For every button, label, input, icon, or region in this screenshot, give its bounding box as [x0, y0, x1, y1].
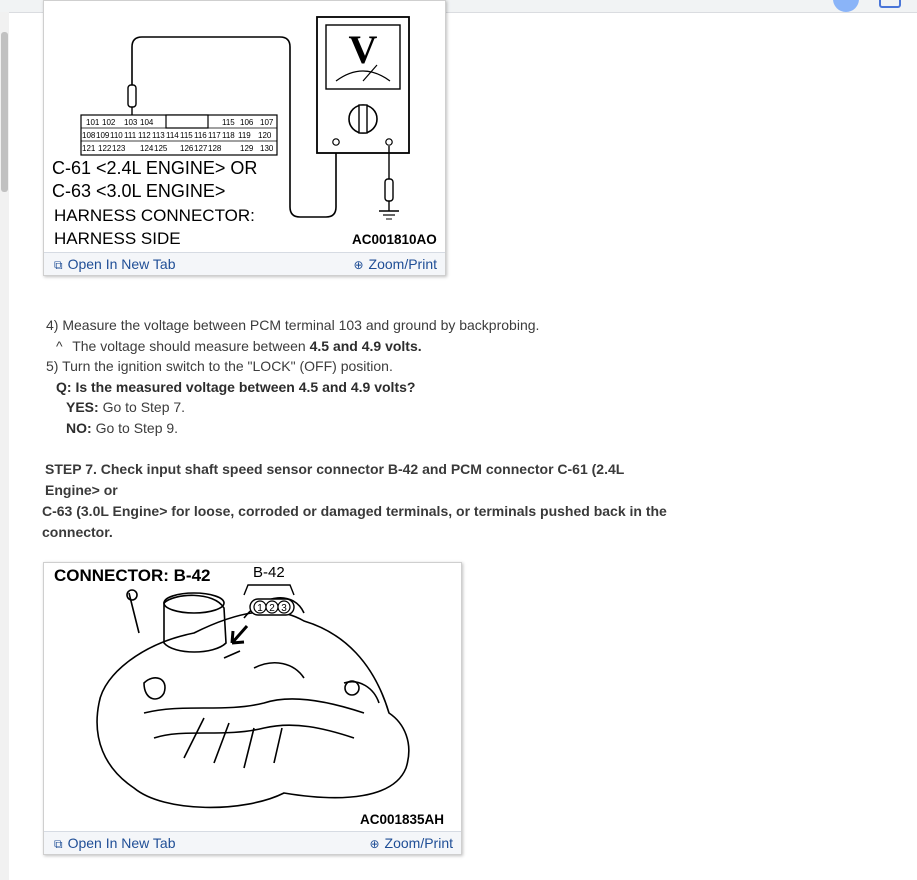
connector-pin-number: 115: [180, 131, 193, 140]
zoom-print-label: Zoom/Print: [384, 835, 453, 851]
engine-outline: [97, 590, 409, 807]
no-text: Go to Step 9.: [95, 419, 179, 436]
figure1-label-line-1: C-61 <2.4L ENGINE> OR: [52, 158, 258, 178]
pin-2: 2: [269, 603, 275, 614]
connector-pin-number: 124: [140, 144, 154, 153]
connector-pin-number: 126: [180, 144, 194, 153]
connector-pin-number: 119: [238, 131, 251, 140]
pin-1: 1: [257, 603, 263, 614]
engine-illustration: [44, 563, 461, 831]
scrollbar-thumb[interactable]: [1, 32, 8, 192]
figure2-connector-label: B-42: [253, 564, 285, 581]
zoom-in-icon: ⊕: [369, 837, 380, 851]
open-external-icon: ⧉: [54, 258, 63, 272]
figure-voltmeter-diagram: [43, 0, 446, 276]
connector-pin-number: 106: [240, 118, 254, 127]
answer-yes: [42, 397, 539, 418]
step-4: 4) Measure the voltage between PCM terminal 103 and ground by backprobing.: [46, 317, 540, 333]
step-5: 5) Turn the ignition switch to the "LOCK" (OFF) position.: [46, 358, 393, 375]
connector-pin-number: 127: [194, 144, 208, 153]
connector-pin-number: 102: [102, 118, 116, 127]
connector-pin-number: 118: [222, 131, 235, 140]
connector-pin-number: 125: [154, 144, 168, 153]
answer-no: [42, 418, 539, 439]
open-new-tab-link[interactable]: [54, 256, 176, 273]
connector-pin-number: 130: [260, 144, 274, 153]
step-4-note-text: The voltage should measure between: [72, 337, 306, 354]
figure2-code: AC001835AH: [360, 812, 445, 827]
step-7-heading: [42, 459, 682, 543]
connector-pin-number: 123: [112, 144, 126, 153]
connector-pin-number: 121: [82, 144, 96, 153]
figure1-label-line-2: C-63 <3.0L ENGINE>: [52, 181, 226, 201]
connector-pin-number: 129: [240, 144, 254, 153]
open-new-tab-label: Open In New Tab: [67, 835, 176, 851]
connector-pin-number: 122: [98, 144, 112, 153]
step-7-line-3: connector.: [42, 524, 113, 540]
zoom-print-label: Zoom/Print: [368, 256, 437, 272]
procedure-steps: [42, 315, 539, 439]
open-new-tab-label: Open In New Tab: [67, 256, 176, 272]
connector-pin-number: 111: [124, 131, 137, 140]
figure1-code: AC001810AO: [352, 232, 437, 247]
connector-pin-number: 116: [194, 131, 207, 140]
connector-pin-number: 107: [260, 118, 274, 127]
figure1-footer: [44, 252, 445, 275]
figure1-label-line-3: HARNESS CONNECTOR:: [54, 206, 255, 225]
zoom-in-icon: ⊕: [353, 258, 364, 272]
arrow-pointer-icon: [232, 626, 247, 643]
connector-pin-number: 128: [208, 144, 222, 153]
connector-pin-number: 108: [82, 131, 96, 140]
yes-label: YES:: [66, 399, 99, 416]
meter-symbol: V: [348, 27, 378, 72]
no-label: NO:: [66, 419, 92, 436]
figure2-title: CONNECTOR: B-42: [54, 566, 211, 585]
window-icon[interactable]: [879, 0, 901, 8]
open-external-icon: ⧉: [54, 837, 63, 851]
open-new-tab-link[interactable]: [54, 835, 176, 852]
question: Q: Is the measured voltage between 4.5 and 4.9 volts?: [56, 378, 416, 395]
zoom-print-link[interactable]: [369, 835, 453, 851]
step-7-line-2: C-63 (3.0L Engine> for loose, corroded or damaged terminals, or terminals pushed back in the: [42, 503, 667, 519]
profile-avatar[interactable]: [833, 0, 859, 12]
connector-pin-number: 104: [140, 118, 154, 127]
connector-pin-number: 115: [222, 118, 235, 127]
connector-pin-number: 101: [86, 118, 100, 127]
connector-pin-number: 110: [110, 131, 123, 140]
step-7-line-1: STEP 7. Check input shaft speed sensor connector B-42 and PCM connector C-61 (2.4L Engine> or: [45, 461, 625, 498]
connector-pin-number: 114: [166, 131, 179, 140]
caret-bullet: ^: [56, 337, 63, 354]
figure2-footer: [44, 831, 461, 854]
connector-pin-number: 113: [152, 131, 165, 140]
connector-pin-number: 117: [208, 131, 221, 140]
figure-connector-b42: [43, 562, 462, 855]
connector-pin-number: 112: [138, 131, 151, 140]
connector-pin-number: 103: [124, 118, 138, 127]
connector-pin-number: 109: [96, 131, 110, 140]
figure1-label-line-4: HARNESS SIDE: [54, 229, 181, 248]
pin-3: 3: [281, 603, 287, 614]
step-4-note-value: 4.5 and 4.9 volts.: [309, 337, 422, 354]
zoom-print-link[interactable]: [353, 256, 437, 272]
connector-pin-number: 120: [258, 131, 272, 140]
step-4-note: [42, 336, 539, 357]
yes-text: Go to Step 7.: [102, 399, 186, 416]
scrollbar[interactable]: [0, 12, 9, 880]
